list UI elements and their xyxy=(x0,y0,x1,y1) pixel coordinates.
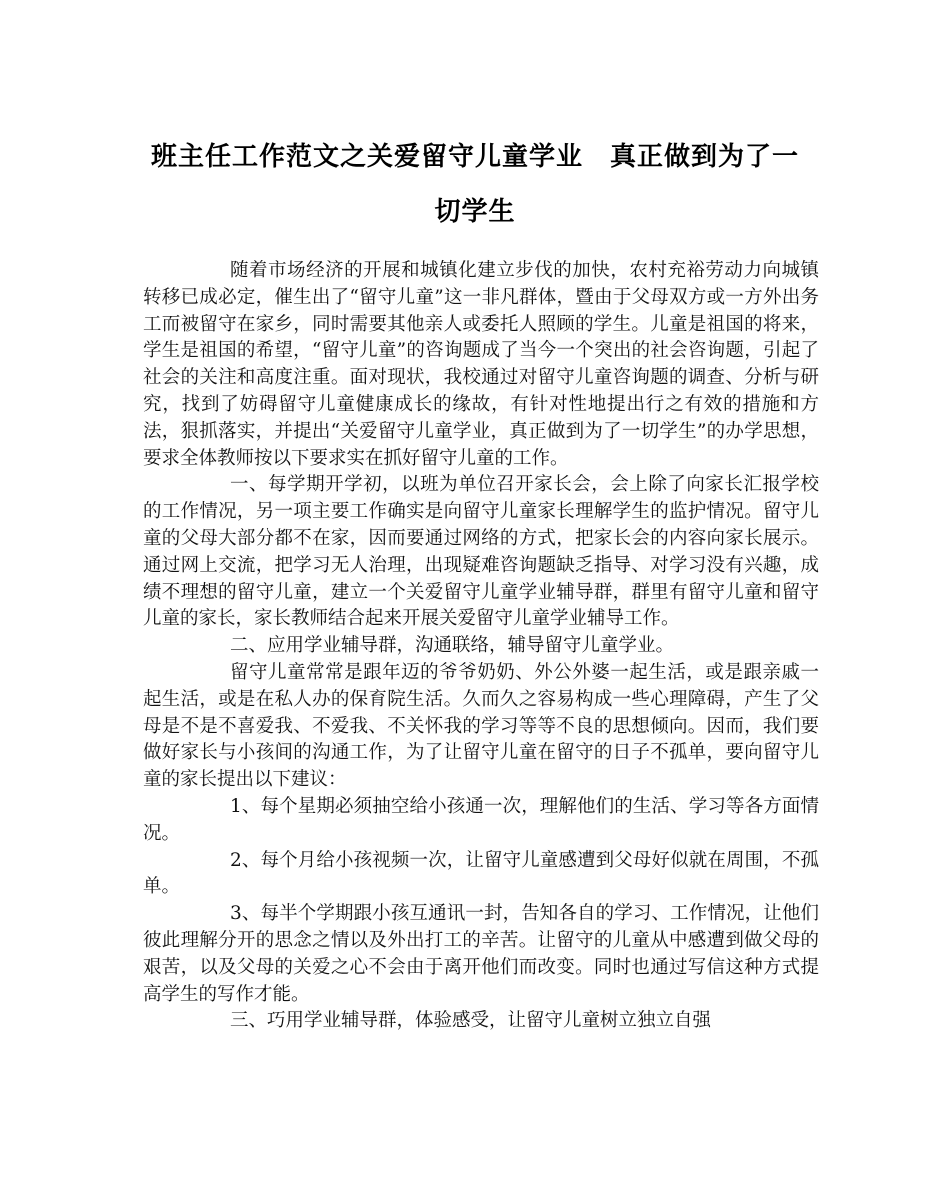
title-line-2: 切学生 xyxy=(434,197,516,227)
paragraph-suggestion-2: 2、每个月给小孩视频一次，让留守儿童感遭到父母好似就在周围，不孤单。 xyxy=(143,849,819,898)
paragraph-section-2-heading: 二、应用学业辅导群，沟通联络，辅导留守儿童学业。 xyxy=(230,635,675,657)
paragraph-suggestion-3: 3、每半个学期跟小孩互通讯一封，告知各自的学习、工作情况，让他们彼此理解分开的思念之情以及外出打工的辛苦。让留守的儿童从中感遭到做父母的艰苦，以及父母的关爱之心不会由于离开他们而改变。同时也通过写信这种方式提高学生的写作才能。 xyxy=(143,903,819,1005)
document-body xyxy=(143,258,819,1035)
title-line-1: 班主任工作范文之关爱留守儿童学业 真正做到为了一 xyxy=(150,142,799,172)
paragraph-suggestion-1: 1、每个星期必须抽空给小孩通一次，理解他们的生活、学习等各方面情况。 xyxy=(143,795,819,844)
paragraph-section-2-body: 留守儿童常常是跟年迈的爷爷奶奶、外公外婆一起生活，或是跟亲戚一起生活，或是在私人办的保育院生活。久而久之容易构成一些心理障碍，产生了父母是不是不喜爱我、不爱我、不关怀我的学习等等不良的思想倾向。因而，我们要做好家长与小孩间的沟通工作，为了让留守儿童在留守的日子不孤单，要向留守儿童的家长提出以下建议： xyxy=(143,661,819,791)
document-title xyxy=(130,130,820,240)
paragraph-section-3-heading: 三、巧用学业辅导群，体验感受，让留守儿童树立独立自强 xyxy=(230,1010,712,1032)
paragraph-intro: 随着市场经济的开展和城镇化建立步伐的加快，农村充裕劳动力向城镇转移已成必定，催生出了“留守儿童”这一非凡群体，暨由于父母双方或一方外出务工而被留守在家乡，同时需要其他亲人或委托人照顾的学生。儿童是祖国的将来，学生是祖国的希望，“留守儿童”的咨询题成了当今一个突出的社会咨询题，引起了社会的关注和高度注重。面对现状，我校通过对留守儿童咨询题的调查、分析与研究，找到了妨碍留守儿童健康成长的缘故，有针对性地提出行之有效的措施和方法，狠抓落实，并提出“关爱留守儿童学业，真正做到为了一切学生”的办学思想，要求全体教师按以下要求实在抓好留守儿童的工作。 xyxy=(143,260,819,469)
paragraph-section-1: 一、每学期开学初，以班为单位召开家长会，会上除了向家长汇报学校的工作情况，另一项主要工作确实是向留守儿童家长理解学生的监护情况。留守儿童的父母大部分都不在家，因而要通过网络的方式，把家长会的内容向家长展示。通过网上交流，把学习无人治理，出现疑难咨询题缺乏指导、对学习没有兴趣，成绩不理想的留守儿童，建立一个关爱留守儿童学业辅导群，群里有留守儿童和留守儿童的家长，家长教师结合起来开展关爱留守儿童学业辅导工作。 xyxy=(143,474,819,630)
